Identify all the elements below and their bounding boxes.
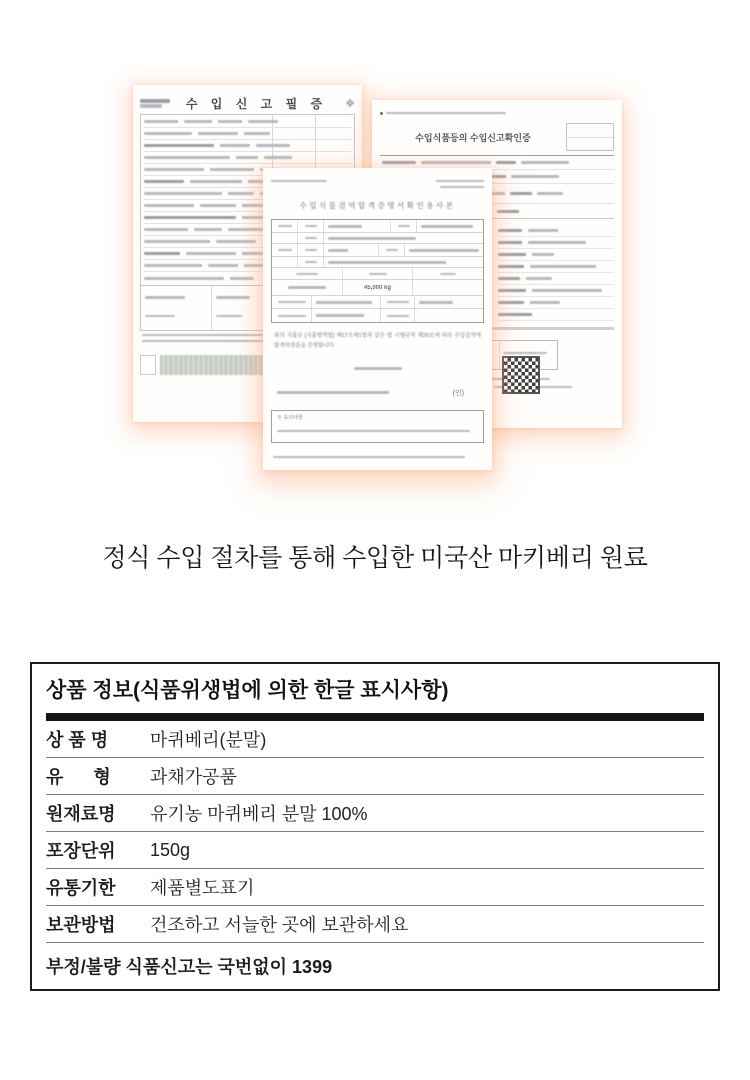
row-label: 포장단위	[46, 841, 116, 861]
qr-code	[502, 356, 540, 394]
row-value: 건조하고 서늘한 곳에 보관하세요	[150, 915, 409, 935]
emblem-icon: ❖	[345, 97, 355, 110]
table-row-product-name	[46, 721, 704, 758]
row-value: 150g	[150, 839, 191, 860]
quarantine-statement: 위의 식물은 [식물방역법] 제17조제1항과 같은 법 시행규칙 제20조에 따라 수입검역에 합격하였음을 증명합니다.	[274, 333, 481, 349]
certificate-numbers	[271, 180, 484, 188]
row-value: 유기농 마퀴베리 분말 100%	[150, 804, 368, 824]
quarantine-table	[271, 219, 484, 323]
row-label: 원재료명	[46, 804, 116, 824]
report-hotline-notice: 부정/불량 식품신고는 국번없이 1399	[46, 957, 333, 977]
row-label: 유 형	[46, 767, 111, 787]
product-info-title: 상품 정보(식품위생법에 의한 한글 표시사항)	[46, 679, 449, 702]
row-label: 보관방법	[46, 915, 116, 935]
row-value: 마퀴베리(분말)	[150, 730, 267, 750]
seal-mark: (인)	[452, 389, 464, 397]
caption-section	[0, 500, 750, 612]
doc-title: 수입식물검역합격증명서확인용사본	[299, 201, 456, 210]
form-number-box	[566, 123, 614, 151]
header-divider-bar	[46, 713, 704, 721]
footnote-line	[271, 448, 484, 466]
bullet-icon	[380, 112, 383, 115]
form-reference-note	[380, 108, 614, 118]
notice-title: ※ 유의사항	[277, 414, 303, 421]
confirmation-detail-list	[498, 225, 614, 321]
table-row-expiration	[46, 869, 704, 906]
doc-title: 수 입 신 고 필 증	[185, 96, 328, 111]
table-row-storage	[46, 906, 704, 943]
product-info-table	[30, 662, 720, 991]
issuer-line	[277, 388, 478, 398]
row-label: 유통기한	[46, 878, 116, 898]
row-value: 제품별도표기	[150, 878, 255, 898]
row-label: 상 품 명	[46, 730, 109, 750]
table-row-ingredients	[46, 795, 704, 832]
caption-text: 정식 수입 절차를 통해 수입한 미국산 마키베리 원료	[102, 545, 648, 572]
table-row-type	[46, 758, 704, 795]
doc-quarantine-certificate	[263, 168, 492, 470]
weight-value: 45,000 kg	[363, 284, 392, 291]
import-documents-gallery	[0, 0, 750, 500]
table-row-package-size	[46, 832, 704, 869]
row-value: 과채가공품	[150, 767, 237, 787]
doc-title: 수입식품등의 수입신고확인증	[415, 132, 531, 143]
stamp-box	[140, 355, 156, 375]
notice-box	[271, 410, 484, 443]
customs-logo	[140, 98, 174, 109]
issue-date	[271, 360, 484, 378]
